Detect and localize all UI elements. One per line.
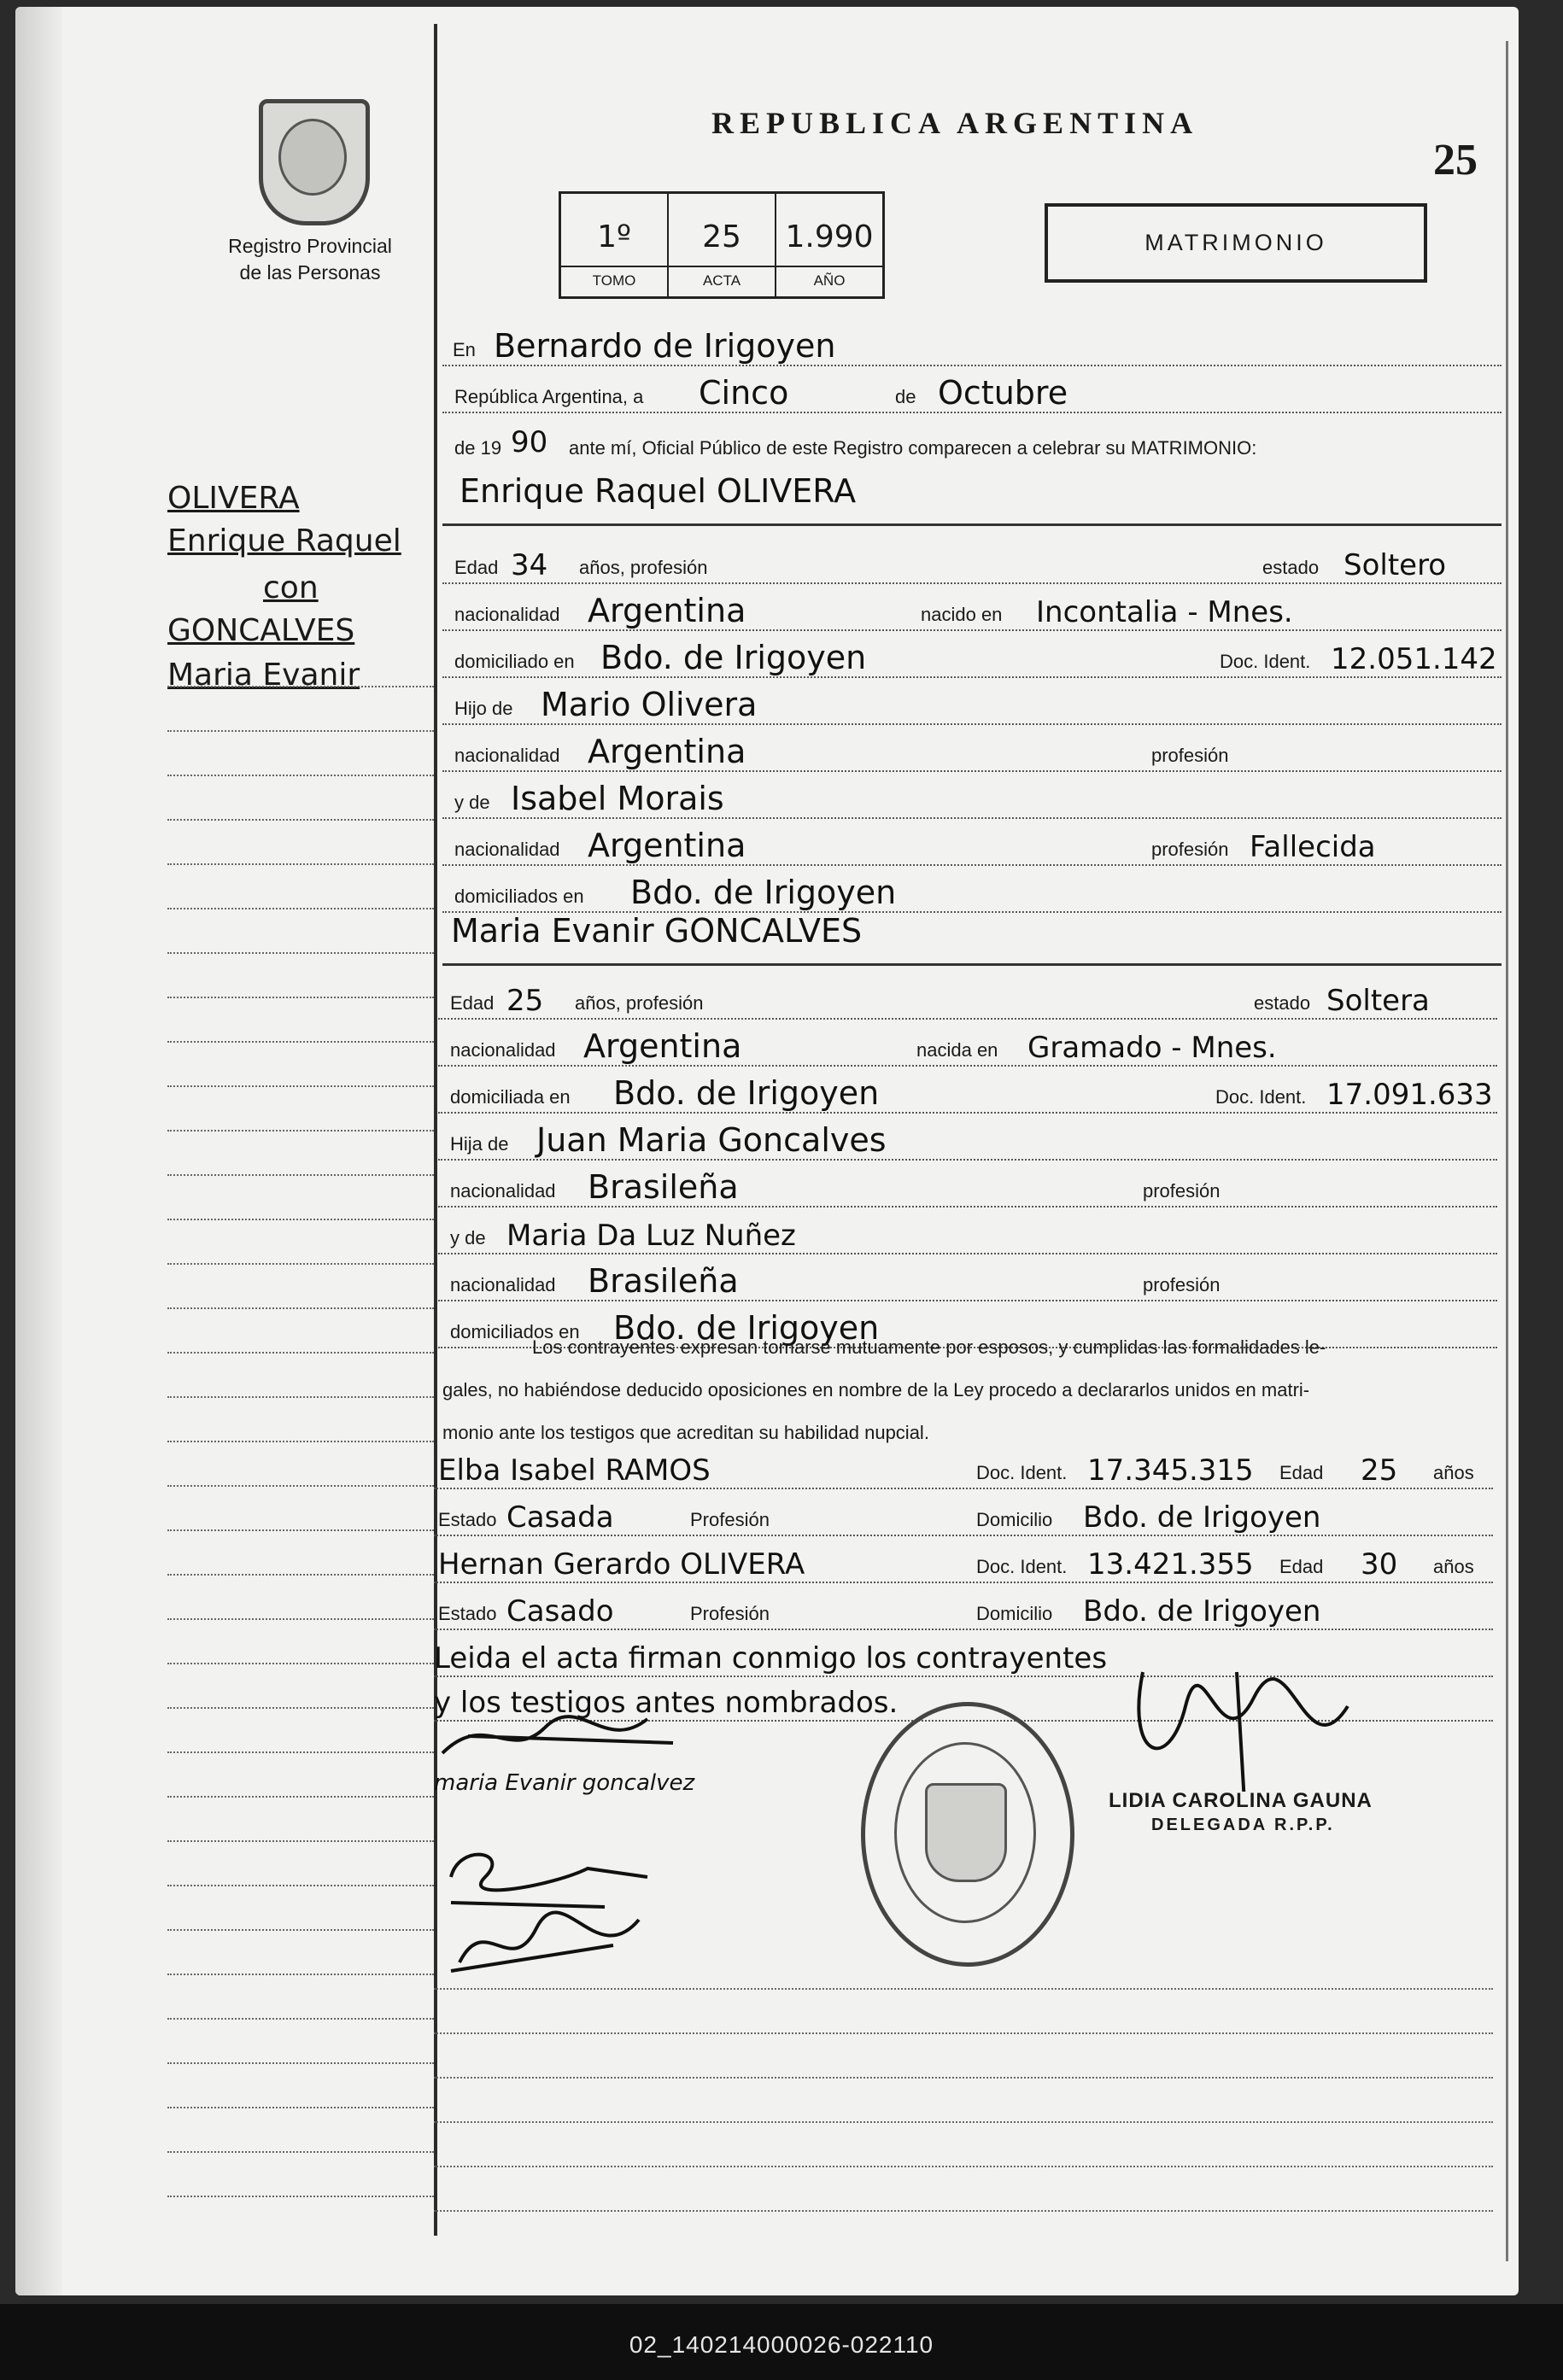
intro-line: de 19 90 ante mí, Oficial Público de este Registro comparecen a celebrar su MATRIMONIO: (454, 425, 1257, 459)
blank-rule (434, 2077, 1493, 2079)
margin-surname-bride: GONCALVES (167, 613, 355, 648)
bride-doc: 17.091.633 (1326, 1078, 1493, 1112)
groom-doc: 12.051.142 (1331, 642, 1497, 676)
margin-name-groom: Enrique Raquel (167, 523, 401, 558)
witness2-doc: 13.421.355 (1087, 1547, 1254, 1582)
witness2-age: 30 (1361, 1547, 1398, 1582)
margin-rule (167, 997, 434, 998)
register-page (15, 7, 1519, 2295)
margin-rule (167, 1618, 434, 1620)
margin-rule (167, 1085, 434, 1087)
bride-signature: maria Evanir goncalvez (434, 1770, 695, 1796)
closing-text2: y los testigos antes nombrados. (434, 1686, 899, 1720)
groom-domicile-line: domiciliado en Bdo. de Irigoyen Doc. Ident. 12.051.142 (442, 639, 1502, 681)
margin-con: con (263, 570, 319, 605)
bride-parents-domicile: Bdo. de Irigoyen (613, 1309, 880, 1347)
tomo-cell: 1º TOMO (561, 194, 669, 296)
bride-estado: Soltera (1326, 984, 1430, 1018)
country-header: REPUBLICA ARGENTINA (711, 106, 1199, 140)
margin-rule (167, 686, 434, 687)
groom-name: Enrique Raquel OLIVERA (460, 472, 857, 510)
margin-surname-groom: OLIVERA (167, 481, 300, 516)
bride-age: 25 (506, 984, 544, 1018)
groom-name-line (442, 472, 1502, 515)
groom-estado: Soltero (1343, 548, 1447, 582)
margin-rule (167, 1041, 434, 1043)
margin-rule (167, 1574, 434, 1576)
margin-rule (167, 2062, 434, 2064)
year-suffix-value: 90 (511, 425, 548, 459)
margin-rule (167, 1130, 434, 1132)
bride-birthplace: Gramado - Mnes. (1027, 1031, 1277, 1065)
witness1-line: Elba Isabel RAMOS Doc. Ident. 17.345.315 Edad 25 años (434, 1450, 1493, 1493)
groom-nationality: Argentina (588, 592, 746, 629)
tomo-acta-year-box (559, 191, 885, 299)
groom-nationality-line: nacionalidad Argentina nacido en Incontalia - Mnes. (442, 592, 1502, 634)
margin-rule (167, 908, 434, 909)
groom-father: Mario Olivera (541, 686, 758, 723)
crest-icon (925, 1783, 1007, 1882)
groom-father-line: Hijo de Mario Olivera (442, 686, 1502, 728)
margin-rule (167, 1974, 434, 1975)
witness2-estado: Casado (506, 1594, 614, 1629)
scan-filename: 02_140214000026-022110 (629, 2331, 934, 2358)
closing-text1: Leida el acta firman conmigo los contrayentes (434, 1641, 1108, 1675)
groom-mother-profession: Fallecida (1250, 830, 1376, 864)
groom-father-nat-line: nacionalidad Argentina profesión (442, 733, 1502, 775)
month-value: Octubre (938, 374, 1068, 412)
margin-rule (167, 1529, 434, 1531)
groom-parents-domicile: Bdo. de Irigoyen (630, 874, 897, 911)
margin-rule (167, 863, 434, 865)
witness1-name: Elba Isabel RAMOS (438, 1453, 711, 1488)
blank-rule (434, 2121, 1493, 2123)
place-line: En Bernardo de Irigoyen (442, 327, 1502, 370)
margin-rule (167, 1263, 434, 1265)
margin-rule (167, 1796, 434, 1798)
date-line: República Argentina, a Cinco de Octubre (442, 374, 1502, 417)
page-number: 25 (1433, 136, 1478, 184)
margin-rule (167, 1929, 434, 1931)
bride-mother: Maria Da Luz Nuñez (506, 1219, 796, 1253)
year-cell: 1.990 AÑO (776, 194, 882, 296)
groom-mother-nat-line: nacionalidad Argentina profesión Fallecida (442, 827, 1502, 869)
margin-rule (167, 952, 434, 954)
bride-name-line (442, 912, 1502, 955)
registry-title: Registro Provincial de las Personas (228, 235, 392, 284)
margin-rule (167, 1352, 434, 1354)
witness1-age: 25 (1361, 1453, 1398, 1488)
groom-domicile: Bdo. de Irigoyen (600, 639, 867, 676)
margin-rule (167, 1441, 434, 1442)
margin-rule (167, 1174, 434, 1176)
margin-rule (167, 1885, 434, 1886)
blank-rule (434, 1988, 1493, 1990)
bride-mother-nat-line: nacionalidad Brasileña profesión (438, 1262, 1497, 1305)
bride-domicile: Bdo. de Irigoyen (613, 1074, 880, 1112)
acta-cell: 25 ACTA (669, 194, 776, 296)
bride-father-line: Hija de Juan Maria Goncalves (438, 1121, 1497, 1164)
bride-section-rule (442, 963, 1502, 966)
witness2-name: Hernan Gerardo OLIVERA (438, 1547, 805, 1582)
book-spine (15, 7, 62, 2295)
groom-age: 34 (511, 548, 548, 582)
margin-rule (167, 1751, 434, 1753)
groom-father-nationality: Argentina (588, 733, 746, 770)
groom-age-line: Edad 34 años, profesión estado Soltero (442, 545, 1502, 588)
groom-mother: Isabel Morais (511, 780, 724, 817)
bride-mother-line: y de Maria Da Luz Nuñez (438, 1215, 1497, 1258)
bride-father-nationality: Brasileña (588, 1168, 739, 1206)
place-value: Bernardo de Irigoyen (494, 327, 836, 365)
witness2-line: Hernan Gerardo OLIVERA Doc. Ident. 13.421.355 Edad 30 años (434, 1544, 1493, 1587)
witness1-estado: Casada (506, 1500, 614, 1535)
bride-parents-domicile-line: domiciliados en Bdo. de Irigoyen (438, 1309, 1497, 1352)
margin-name-bride: Maria Evanir (167, 658, 360, 693)
officer-name: LIDIA CAROLINA GAUNA (1109, 1789, 1373, 1812)
margin-rule (167, 2151, 434, 2153)
bride-nationality: Argentina (583, 1027, 742, 1065)
margin-rule (167, 2196, 434, 2197)
groom-mother-line: y de Isabel Morais (442, 780, 1502, 822)
witness2-details-line: Estado Casado Profesión Domicilio Bdo. de Irigoyen (434, 1591, 1493, 1634)
groom-birthplace: Incontalia - Mnes. (1036, 595, 1293, 629)
day-value: Cinco (699, 374, 789, 412)
blank-rule (434, 2210, 1493, 2212)
province-seal-icon (259, 99, 370, 225)
margin-rule (167, 1307, 434, 1309)
bride-name: Maria Evanir GONCALVES (451, 912, 863, 950)
margin-rule (167, 730, 434, 732)
blank-rule (434, 2166, 1493, 2167)
groom-signature (434, 1702, 690, 1770)
margin-rule (167, 1707, 434, 1709)
groom-parents-domicile-line: domiciliados en Bdo. de Irigoyen (442, 874, 1502, 916)
officer-role: DELEGADA R.P.P. (1151, 1816, 1335, 1834)
record-type-box: MATRIMONIO (1045, 203, 1427, 283)
officer-signature (1117, 1655, 1390, 1792)
margin-rule (167, 1485, 434, 1487)
margin-rule (167, 1840, 434, 1842)
margin-rule (167, 2107, 434, 2108)
witness1-doc: 17.345.315 (1087, 1453, 1254, 1488)
groom-section-rule (442, 523, 1502, 526)
bride-father: Juan Maria Goncalves (536, 1121, 887, 1159)
witness-signatures (434, 1843, 690, 1988)
margin-rule (167, 2018, 434, 2020)
bride-age-line: Edad 25 años, profesión estado Soltera (438, 980, 1497, 1023)
witness1-domicile: Bdo. de Irigoyen (1083, 1500, 1321, 1535)
bride-domicile-line: domiciliada en Bdo. de Irigoyen Doc. Ident. 17.091.633 (438, 1074, 1497, 1117)
margin-rule (167, 1219, 434, 1220)
witness2-domicile: Bdo. de Irigoyen (1083, 1594, 1321, 1629)
margin-rule (167, 775, 434, 776)
bride-father-nat-line: nacionalidad Brasileña profesión (438, 1168, 1497, 1211)
witness1-details-line: Estado Casada Profesión Domicilio Bdo. de Irigoyen (434, 1497, 1493, 1540)
bride-mother-nationality: Brasileña (588, 1262, 739, 1300)
margin-rule (167, 819, 434, 821)
blank-rule (434, 2032, 1493, 2034)
margin-rule (167, 1663, 434, 1664)
margin-rule (167, 1396, 434, 1398)
official-stamp (861, 1702, 1074, 1967)
declaration-paragraph: Los contrayentes expresan tomarse mutuamente por esposos, y cumplidas las formalidades le- gales, no habiéndose deducido oposiciones en nombre de la Ley procedo a declararlos unidos en matri- monio ante los testigos que acreditan su habilidad nupcial. (442, 1336, 1326, 1443)
page-edge (1506, 41, 1508, 2261)
groom-mother-nationality: Argentina (588, 827, 746, 864)
bride-nationality-line: nacionalidad Argentina nacida en Gramado - Mnes. (438, 1027, 1497, 1070)
